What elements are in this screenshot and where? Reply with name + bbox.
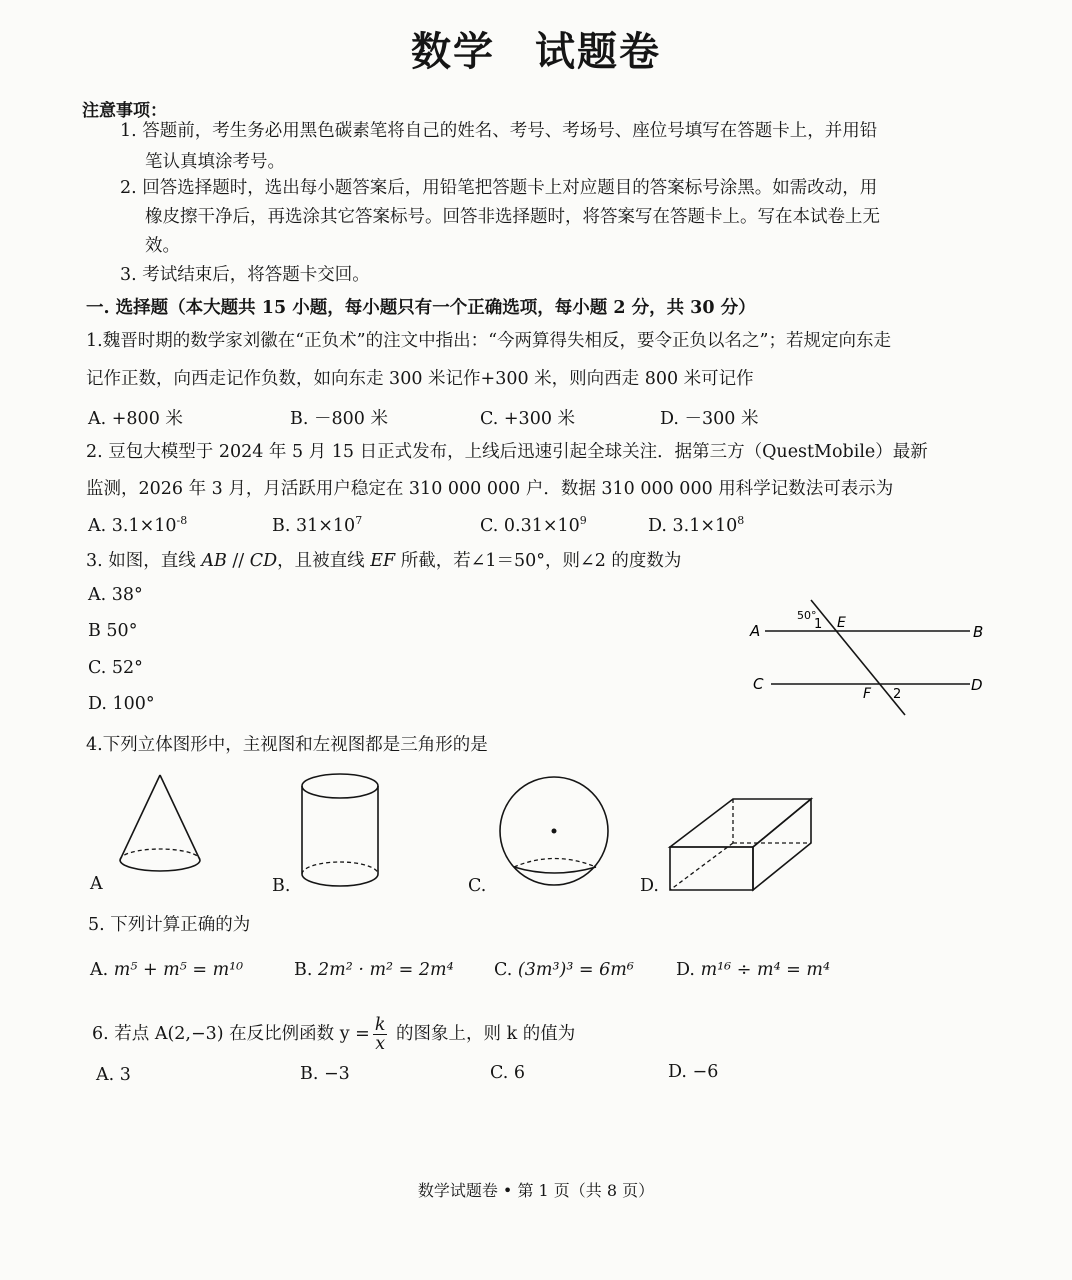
q3-stem (86, 550, 681, 572)
notice-line: 3. 考试结束后，将答题卡交回。 (120, 265, 370, 285)
q6-stem (92, 1016, 575, 1053)
title-part1: 数学 (411, 28, 495, 75)
q6-option-c: C. 6 (490, 1063, 526, 1083)
q2-option-c-exp: 9 (579, 514, 587, 527)
title-part2: 试题卷 (535, 28, 661, 75)
notice-line: 1. 答题前，考生务必用黑色碳素笔将自己的姓名、考号、考场号、座位号填写在答题卡上，并用铅 (120, 121, 878, 141)
q5-stem: 5. 下列计算正确的为 (88, 915, 251, 935)
q3-option-c: C. 52° (88, 658, 143, 678)
q4-label-a: A (90, 874, 103, 894)
q6-fraction-numerator: k (374, 1015, 386, 1035)
q5-option-d-letter: D. (676, 960, 695, 980)
q2-option-a (88, 514, 187, 536)
notice-heading: 注意事项： (82, 101, 167, 121)
angle-2-label: 2 (893, 687, 902, 702)
q5-option-a (90, 960, 243, 980)
q2-option-a-exp: -8 (176, 514, 188, 527)
q6-option-b: B. −3 (300, 1064, 350, 1084)
q2-option-d-text: D. 3.1×10 (648, 515, 738, 536)
q3-parallel: // (226, 551, 250, 571)
q6-option-a: A. 3 (96, 1065, 131, 1085)
q5-option-b-expr: 2m² · m² = 2m⁴ (318, 960, 454, 980)
q3-parallel-lines-figure (745, 595, 995, 720)
line-ef (811, 600, 905, 715)
q5-option-c (494, 960, 634, 980)
q3-stem-pre: 3. 如图，直线 (86, 551, 202, 571)
cone-figure (110, 770, 210, 880)
q2-option-b (272, 514, 362, 536)
cylinder-figure (295, 768, 390, 893)
q2-option-c (480, 514, 587, 536)
sphere-figure (496, 775, 616, 887)
q3-line-ab: AB (201, 551, 227, 571)
q5-option-c-letter: C. (494, 960, 513, 980)
q3-option-b: B 50° (88, 621, 138, 641)
q5-option-a-letter: A. (90, 960, 109, 980)
q5-option-b-letter: B. (294, 960, 313, 980)
q6-option-d: D. −6 (668, 1062, 719, 1082)
label-a: A (750, 622, 761, 640)
q4-label-b: B. (272, 876, 291, 896)
q4-label-d: D. (640, 876, 659, 896)
label-e: E (837, 615, 846, 631)
q4-label-c: C. (468, 876, 487, 896)
q1-stem-line1: 1.魏晋时期的数学家刘徽在“正负术”的注文中指出：“今两算得失相反，要令正负以名之”；若规定向东走 (86, 331, 891, 351)
q3-option-d: D. 100° (88, 694, 155, 714)
q3-stem-post: 所截，若∠1＝50°，则∠2 的度数为 (395, 551, 682, 571)
notice-line: 橡皮擦干净后，再选涂其它答案标号。回答非选择题时，将答案写在答题卡上。写在本试卷上无 (145, 207, 880, 227)
q4-stem: 4.下列立体图形中，主视图和左视图都是三角形的是 (86, 735, 488, 755)
q5-option-d-expr: m¹⁶ ÷ m⁴ = m⁴ (700, 960, 830, 980)
q1-option-a: A. +800 米 (88, 409, 183, 429)
label-b: B (973, 623, 984, 641)
q1-option-b: B. －800 米 (290, 409, 388, 429)
label-f: F (863, 686, 872, 702)
page-title (0, 20, 1072, 77)
angle-1-label: 1 (814, 617, 823, 632)
q1-option-c: C. +300 米 (480, 409, 576, 429)
section-heading: 一. 选择题（本大题共 15 小题，每小题只有一个正确选项，每小题 2 分，共 30 分） (86, 298, 756, 318)
q5-option-b (294, 960, 454, 980)
q2-option-a-text: A. 3.1×10 (88, 515, 177, 536)
q5-option-d (676, 960, 830, 980)
q2-option-c-text: C. 0.31×10 (480, 515, 580, 536)
q6-fraction (373, 1016, 388, 1053)
handwritten-angle-note: 50° (797, 609, 817, 622)
q5-option-c-expr: (3m³)³ = 6m⁶ (517, 960, 634, 980)
q2-option-d-exp: 8 (737, 514, 745, 527)
q3-stem-mid: ，且被直线 (277, 551, 371, 571)
label-c: C (753, 675, 764, 693)
q3-line-cd: CD (249, 551, 278, 571)
box-figure (665, 795, 815, 895)
q6-fraction-denominator: x (375, 1034, 386, 1054)
q6-stem-pre: 6. 若点 A(2,−3) 在反比例函数 y = (92, 1024, 370, 1044)
q5-option-a-expr: m⁵ + m⁵ = m¹⁰ (113, 960, 244, 980)
notice-line: 效。 (145, 236, 180, 256)
notice-line: 笔认真填涂考号。 (145, 152, 285, 172)
q3-line-ef: EF (370, 551, 396, 571)
q2-stem-line2: 监测，2026 年 3 月，月活跃用户稳定在 310 000 000 户．数据 310 000 000 用科学记数法可表示为 (86, 479, 894, 499)
q1-stem-line2: 记作正数，向西走记作负数，如向东走 300 米记作+300 米，则向西走 800 米可记作 (86, 369, 754, 389)
q3-option-a: A. 38° (88, 585, 143, 605)
q1-option-d: D. －300 米 (660, 409, 759, 429)
q2-option-b-exp: 7 (355, 514, 363, 527)
q2-option-d (648, 514, 744, 536)
q2-stem-line1: 2. 豆包大模型于 2024 年 5 月 15 日正式发布，上线后迅速引起全球关注．据第三方（QuestMobile）最新 (86, 442, 928, 462)
q6-stem-post: 的图象上，则 k 的值为 (390, 1024, 576, 1044)
q2-option-b-text: B. 31×10 (272, 515, 356, 536)
label-d: D (971, 676, 983, 694)
notice-line: 2. 回答选择题时，选出每小题答案后，用铅笔把答题卡上对应题目的答案标号涂黑。如需改动，用 (120, 178, 878, 198)
page-footer: 数学试题卷 • 第 1 页（共 8 页） (417, 1181, 655, 1200)
